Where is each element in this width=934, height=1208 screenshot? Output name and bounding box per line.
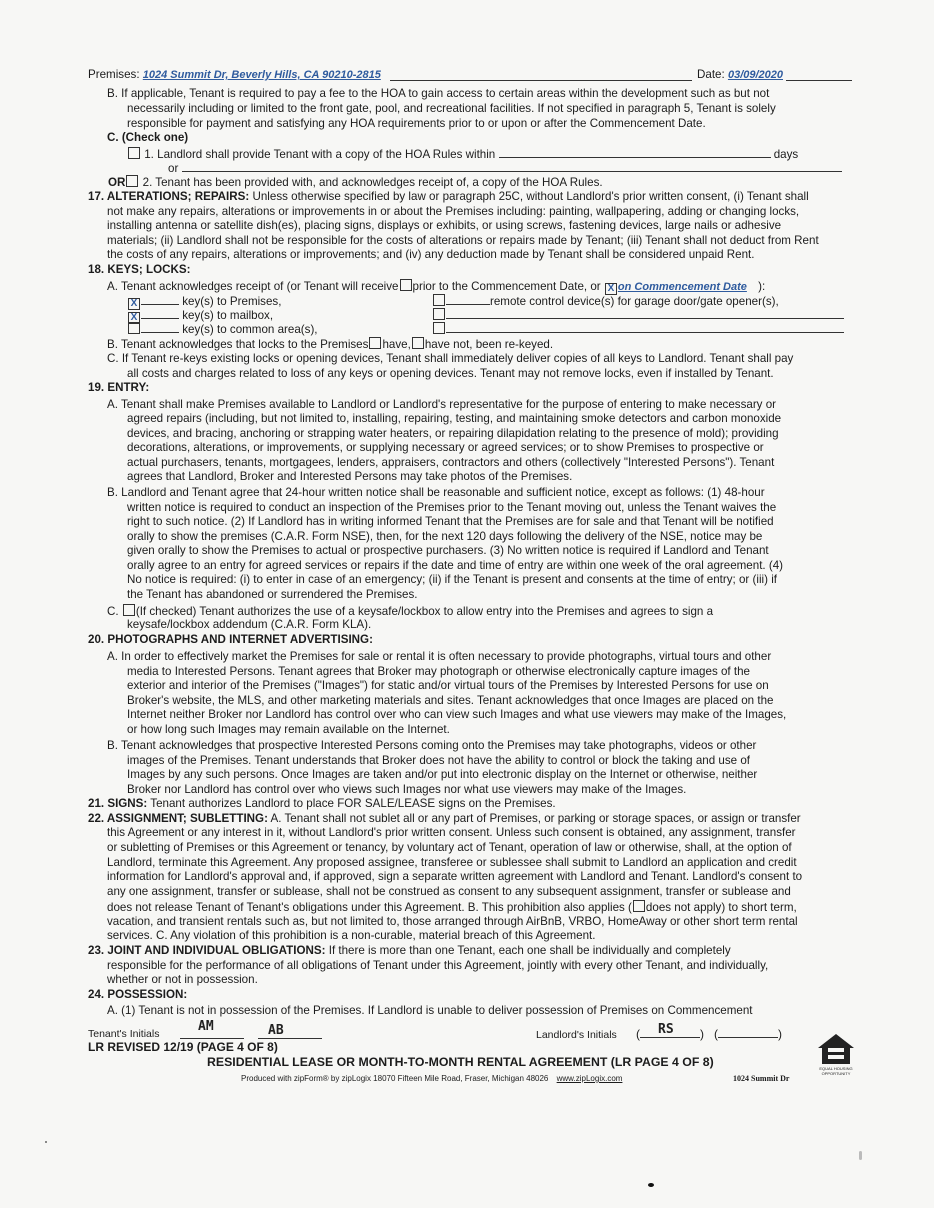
landlord-initials-label: Landlord's Initials: [536, 1029, 617, 1041]
s18-a-1-mid: prior to the Commencement Date, or: [412, 280, 601, 293]
s16-b-1: B. If applicable, Tenant is required to pay a fee to the HOA to gain access to certain areas within the development such as but not: [107, 87, 770, 100]
premises-label: Premises:: [88, 68, 140, 81]
s19-c-label: C.: [107, 605, 119, 618]
s19-a-line: decorations, alterations, or improvements, or supplying necessary or agreed services; or to show Premises to prospective or: [127, 441, 764, 454]
hoa-or-blank[interactable]: [182, 160, 842, 172]
tenant-initial-2-line[interactable]: [258, 1038, 322, 1039]
s19-a-line: A. Tenant shall make Premises available to Landlord or Landlord's representative for the purpose of entering to make necessary or: [107, 398, 777, 411]
hoa-rules-within-checkbox[interactable]: [128, 147, 140, 159]
s19-b-line: written notice is required to conduct an inspection of the Premises prior to the Tenant moving out, unless the Tenant waives the: [127, 501, 777, 514]
key-common-label: key(s) to common area(s),: [182, 323, 318, 336]
s22-l7a: does not release Tenant of Tenant's obligations under this Agreement. B. This prohibition also applies (: [107, 901, 632, 914]
tenant-initials-label: Tenant's Initials: [88, 1028, 160, 1040]
s22-l1: [88, 812, 801, 827]
s19-a-line: actual purchasers, tenants, mortgagees, lenders, appraisers, contractors and others (collectively "Interested Persons"). Tenant: [127, 456, 775, 469]
s18-a-1-text: A. Tenant acknowledges receipt of (or Tenant will receive: [107, 280, 399, 293]
footer-address: 1024 Summit Dr: [733, 1074, 790, 1083]
s19-c-2: keysafe/lockbox addendum (C.A.R. Form KLA).: [127, 618, 372, 631]
s16-b-2: necessarily including or limited to the front gate, pool, and recreational facilities. If not specified in paragraph 5, Tenant is solely: [127, 102, 776, 115]
premises-rule: [390, 80, 692, 81]
s18-c-2: all costs and charges related to loss of any keys or opening devices. Tenant may not remove locks, even if installed by Tenant.: [127, 367, 774, 380]
s22-l7b: does not apply) to short term,: [645, 901, 797, 914]
s23-l1: [88, 944, 731, 959]
s18-b-have: have,: [382, 338, 411, 351]
date-line: [697, 68, 783, 83]
s19-b-line: right to such notice. (2) If Landlord has in writing informed Tenant that the Premises are for sale and that Tenant will be notified: [127, 515, 774, 528]
s23-l2: responsible for the performance of all obligations of Tenant under this Agreement, jointly with every other Tenant, and individually,: [107, 959, 769, 972]
revised-label: LR REVISED 12/19 (PAGE 4 OF 8): [88, 1040, 278, 1054]
landlord-initial-2-box[interactable]: ( ): [714, 1027, 782, 1041]
s16-c-1-days: days: [773, 148, 799, 161]
s22-l1-text: A. Tenant shall not sublet all or any part of Premises, or parking or storage spaces, or assign or transfer: [270, 812, 801, 825]
s21: [88, 797, 556, 812]
tenant-initial-1-line[interactable]: [180, 1038, 244, 1039]
other-key-row-2: [432, 321, 844, 338]
other-key-1-checkbox[interactable]: [433, 308, 445, 320]
s22-line: this Agreement or any interest in it, without Landlord's prior written consent. Unless such consent is obtained, any assignment, transfer: [107, 826, 796, 839]
s20-a-line: or how long such Images may remain available on the Internet.: [127, 723, 450, 736]
s18-b-text: B. Tenant acknowledges that locks to the Premises: [107, 338, 369, 351]
keys-prior-checkbox[interactable]: [400, 279, 412, 291]
s16-c-2: [108, 175, 603, 191]
hoa-days-blank[interactable]: [499, 146, 771, 158]
key-mailbox-label: key(s) to mailbox,: [182, 309, 274, 322]
produced-line: [241, 1072, 622, 1087]
s22-line: information for Landlord's approval and, if approved, sign a separate written agreement with Landlord and Tenant. Landlord's consent to: [107, 870, 803, 883]
landlord-initial-1-box[interactable]: ( ): [636, 1027, 704, 1041]
s18-a-1-end: ):: [758, 280, 766, 293]
equal-housing-caption: EQUAL HOUSING OPPORTUNITY: [819, 1066, 853, 1076]
s17-l2: not make any repairs, alterations or improvements in or about the Premises including: painting, wallpapering, adding or changing locks,: [107, 205, 800, 218]
s19-b-line: given orally to show the Premises to actual or prospective purchasers. (3) No written notice is required if Landlord and Tenant: [127, 544, 769, 557]
form-title: RESIDENTIAL LEASE OR MONTH-TO-MONTH RENTAL AGREEMENT (LR PAGE 4 OF 8): [207, 1055, 714, 1069]
rekeyed-have-checkbox[interactable]: [369, 337, 381, 349]
s17-l4: materials; (ii) Landlord shall not be responsible for the costs of alterations or repairs made by Tenant; (iii) Tenant shall not deduct from Rent: [107, 234, 819, 247]
s16-c-1-text: 1. Landlord shall provide Tenant with a copy of the HOA Rules within: [144, 148, 496, 161]
other-key-1-blank[interactable]: [446, 307, 844, 319]
s19-b-line: No notice is required: (i) to enter in case of an emergency; (ii) if the Tenant is present and consents at the time of entry; or (iii) if: [127, 573, 777, 586]
produced-url[interactable]: www.zipLogix.com: [556, 1074, 623, 1083]
scan-speck: [859, 1151, 862, 1160]
s20-b-line: Broker nor Landlord has control over who views such Images nor what use viewers may make of the Images.: [127, 783, 687, 796]
remote-checkbox[interactable]: [433, 294, 445, 306]
scan-speck: [648, 1183, 654, 1187]
s17-l1-text: Unless otherwise specified by law or paragraph 25C, without Landlord's prior written consent, (i) Tenant shall: [252, 190, 809, 203]
hoa-rules-received-checkbox[interactable]: [126, 175, 138, 187]
s20-b-line: images of the Premises. Tenant understands that Broker does not have the ability to control or block the taking and use of: [127, 754, 750, 767]
s16-c-2-text: 2. Tenant has been provided with, and acknowledges receipt of, a copy of the HOA Rules.: [142, 176, 603, 189]
remote-count[interactable]: [446, 293, 490, 305]
scan-speck: [45, 1141, 47, 1143]
s18-c-1: C. If Tenant re-keys existing locks or opening devices, Tenant shall immediately deliver copies of all keys to Landlord. Tenant shall pay: [107, 352, 794, 365]
s22-line: Landlord, terminate this Agreement. Any proposed assignee, transferee or sublessee shall submit to Landlord an application and credit: [107, 856, 797, 869]
s23-title: 23. JOINT AND INDIVIDUAL OBLIGATIONS:: [88, 944, 326, 957]
s21-title: 21. SIGNS:: [88, 797, 148, 810]
s19-a-line: agreed repairs (including, but not limited to, installing, repairing, testing, and maintaining smoke detectors and carbon monoxide: [127, 412, 782, 425]
date-value: 03/09/2020: [727, 69, 784, 81]
s22-title: 22. ASSIGNMENT; SUBLETTING:: [88, 812, 268, 825]
s23-l1-text: If there is more than one Tenant, each one shall be individually and completely: [328, 944, 731, 957]
s24-a1: A. (1) Tenant is not in possession of the Premises. If Landlord is unable to deliver possession of Premises on Commencement: [107, 1004, 753, 1017]
s19-b-line: B. Landlord and Tenant agree that 24-hour written notice shall be reasonable and sufficient notice, except as follows: (1) 48-hour: [107, 486, 765, 499]
key-common-checkbox[interactable]: [128, 322, 140, 334]
s19-title: 19. ENTRY:: [88, 381, 150, 394]
s20-a-line: Broker's website, the MLS, and other marketing materials and sites. Tenant acknowledges that once Images are placed on the: [127, 694, 774, 707]
s16-c-head: C. (Check one): [107, 131, 189, 144]
s18-b-end: have not, been re-keyed.: [424, 338, 554, 351]
premises-value: 1024 Summit Dr, Beverly Hills, CA 90210-2815: [142, 69, 381, 81]
s18-b: [107, 337, 553, 353]
s20-title: 20. PHOTOGRAPHS AND INTERNET ADVERTISING:: [88, 633, 373, 646]
s20-a-line: exterior and interior of the Premises ("Images") for static and/or virtual tours of the Premises by Interested Persons for use on: [127, 679, 769, 692]
short-term-checkbox[interactable]: [633, 900, 645, 912]
s16-or-2: OR: [108, 176, 126, 189]
key-mailbox-checkbox[interactable]: X: [128, 312, 140, 324]
key-premises-count[interactable]: [141, 293, 179, 305]
lockbox-checkbox[interactable]: [123, 604, 135, 616]
s17-title: 17. ALTERATIONS; REPAIRS:: [88, 190, 250, 203]
s19-c-1-text: (If checked) Tenant authorizes the use of a keysafe/lockbox to allow entry into the Premises and agrees to sign a: [135, 605, 714, 618]
key-common-count[interactable]: [141, 321, 179, 333]
s22-line: any one assignment, transfer or sublease, shall not be construed as consent to any subsequent assignment, transfer or sublease and: [107, 885, 791, 898]
s19-b-line: the Tenant has abandoned or surrendered the Premises.: [127, 588, 418, 601]
other-key-2-blank[interactable]: [446, 321, 844, 333]
key-mailbox-count[interactable]: [141, 307, 179, 319]
s21-text: Tenant authorizes Landlord to place FOR SALE/LEASE signs on the Premises.: [150, 797, 556, 810]
produced-text: Produced with zipForm® by zipLogix 18070 Fifteen Mile Road, Fraser, Michigan 48026: [241, 1074, 549, 1083]
s19-a-line: agrees that Landlord, Broker and Interested Persons may take photos of the Premises.: [127, 470, 573, 483]
keys-other-checkbox[interactable]: X: [605, 283, 617, 295]
s22-line: or subletting of Premises or this Agreement or tenancy, by voluntary act of Tenant, operation of law or otherwise, shall, at the option of: [107, 841, 792, 854]
s17-l5: the costs of any repairs, alterations or improvements; and (iv) any deduction made by Tenant shall be considered unpaid Rent.: [107, 248, 755, 261]
s20-b-line: Images by any such persons. Once Images are taken and/or put into electronic display on the Internet or otherwise, neither: [127, 768, 758, 781]
s20-a-line: A. In order to effectively market the Premises for sale or rental it is often necessary to provide photographs, virtual tours and other: [107, 650, 772, 663]
premises-line: [88, 68, 381, 83]
s17-l1: [88, 190, 809, 205]
s16-or-label: or: [168, 162, 179, 175]
remote-label: remote control device(s) for garage door/gate opener(s),: [490, 295, 779, 308]
s20-b-line: B. Tenant acknowledges that prospective Interested Persons coming onto the Premises may take photographs, videos or other: [107, 739, 757, 752]
s20-a-line: Internet neither Broker nor Landlord has control over who can view such Images and what use viewers may make of the Images,: [127, 708, 787, 721]
s19-b-line: orally to show the premises (C.A.R. Form NSE), then, for the next 120 days following the delivery of the NSE, notice may be: [127, 530, 763, 543]
tenant-initial-2: AB: [268, 1023, 284, 1038]
s20-a-line: media to Interested Persons. Tenant agrees that Broker may photograph or otherwise electronically capture images of the: [127, 665, 750, 678]
s22-l8: vacation, and transient rentals such as, but not limited to, those arranged through AirBnB, VRBO, HomeAway or other short term rental: [107, 915, 798, 928]
s19-a-line: devices, and bracing, anchoring or strapping water heaters, or repairing dilapidation relating to the presence of mold); providing: [127, 427, 779, 440]
s24-title: 24. POSSESSION:: [88, 988, 188, 1001]
s19-b-line: orally agree to an entry for agreed services or repairs if the date and time of entry are within one week of the oral agreement. (4): [127, 559, 784, 572]
s23-l3: whether or not in possession.: [107, 973, 258, 986]
s17-l3: installing antenna or satellite dish(es), placing signs, displays or exhibits, or using screws, fastening devices, large nails or adhesive: [107, 219, 782, 232]
keys-other-value: on Commencement Date: [617, 281, 747, 293]
s16-b-3: responsible for payment and satisfying any HOA requirements prior to or upon or after the Commencement Date.: [127, 117, 706, 130]
date-label: Date:: [697, 68, 725, 81]
key-common-row: [127, 321, 318, 338]
date-rule: [786, 80, 852, 81]
s22-l7: [107, 900, 797, 916]
key-premises-checkbox[interactable]: X: [128, 298, 140, 310]
landlord-initial-1: RS: [658, 1022, 674, 1037]
s18-title: 18. KEYS; LOCKS:: [88, 263, 191, 276]
s22-l9: services. C. Any violation of this prohibition is a non-curable, material breach of this Agreement.: [107, 929, 596, 942]
equal-housing-icon: [816, 1032, 856, 1068]
key-premises-label: key(s) to Premises,: [182, 295, 282, 308]
other-key-2-checkbox[interactable]: [433, 322, 445, 334]
tenant-initial-1: AM: [198, 1019, 214, 1034]
rekeyed-have-not-checkbox[interactable]: [412, 337, 424, 349]
